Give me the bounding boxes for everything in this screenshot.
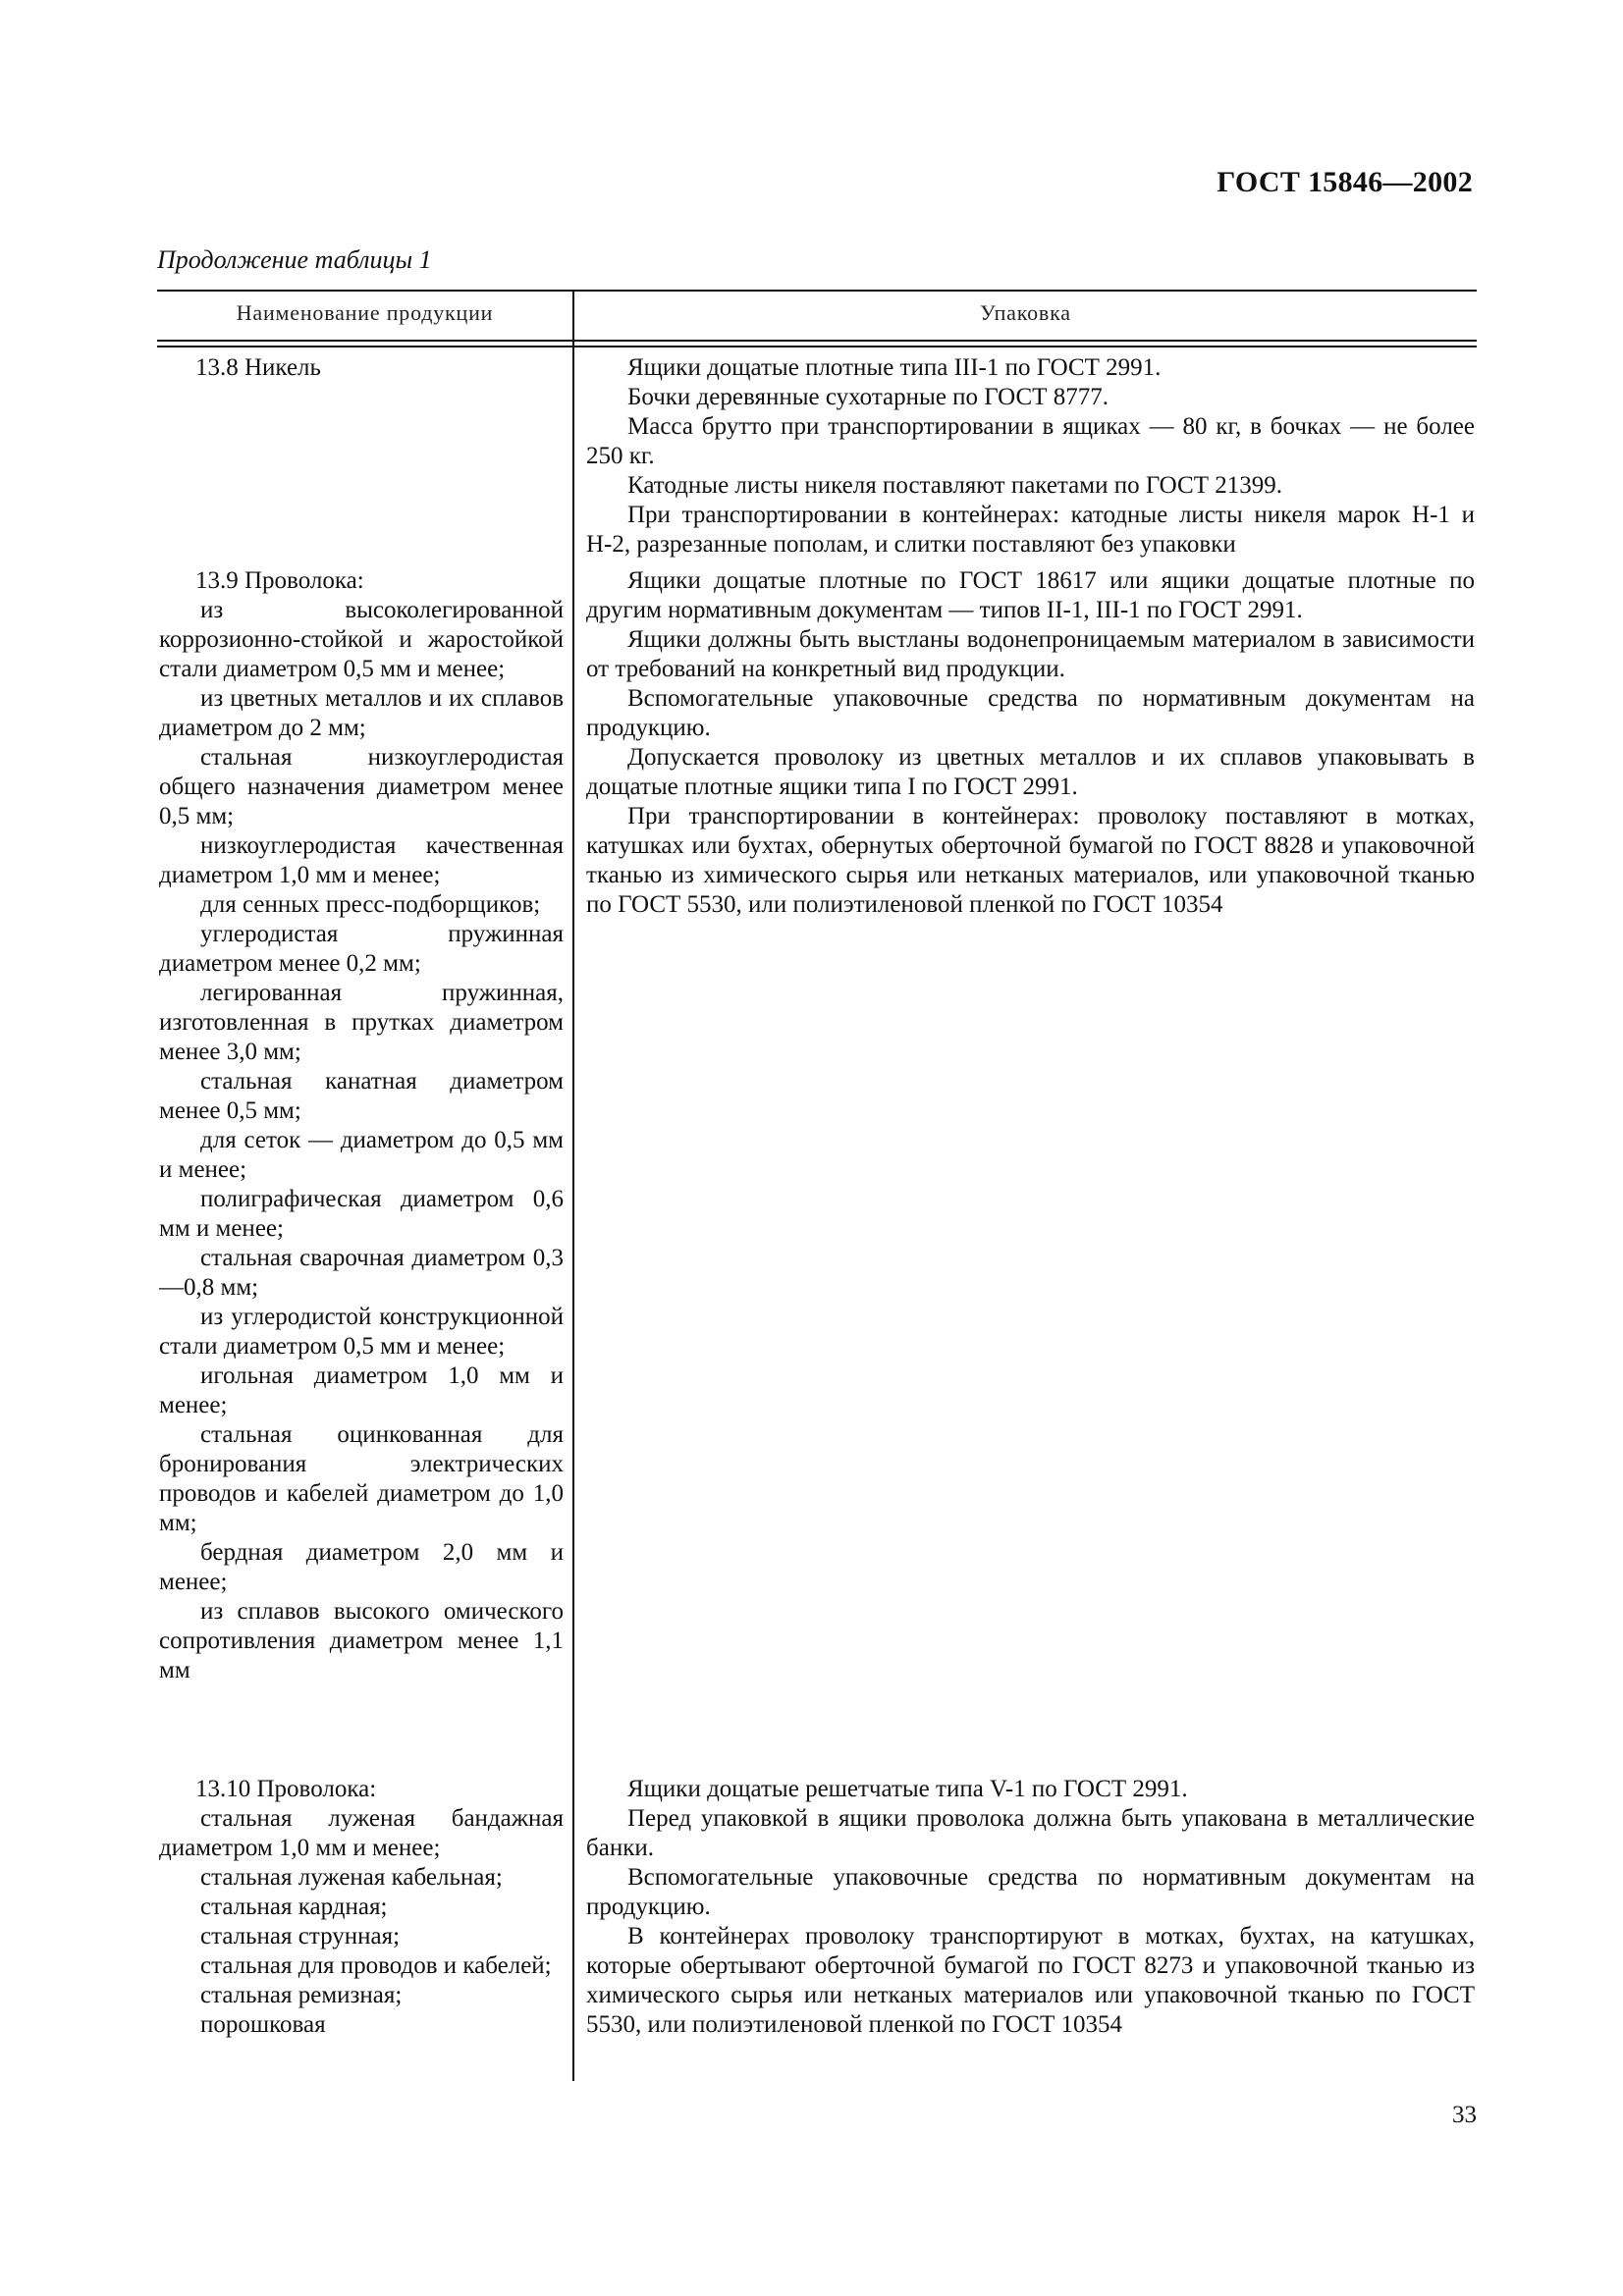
product-item: из цветных металлов и их сплавов диаметром до 2 мм; [159, 685, 564, 741]
product-item: бердная диаметром 2,0 мм и менее; [159, 1539, 564, 1595]
product-item: стальная кардная; [200, 1894, 388, 1920]
table-row-13-10-packaging [586, 1775, 1475, 2040]
table-column-divider [572, 290, 574, 2081]
product-item: низкоуглеродистая качественная диаметром 1,0 мм и менее; [159, 832, 564, 888]
table-header-border [157, 340, 1477, 342]
packaging-table [157, 290, 1477, 2081]
product-item: стальная сварочная диаметром 0,3—0,8 мм; [159, 1245, 564, 1301]
table-row-13-10-product [159, 1775, 564, 2040]
product-item: углеродистая пружинная диаметром менее 0,2 мм; [159, 921, 564, 977]
packaging-paragraph: При транспортировании в контейнерах: проволоку поставляют в мотках, катушках или бухтах, обернутых оберточной бумагой по ГОСТ 8828 и упаковочной тканью из химического сырья или нетканых материалов, или упаковочной тканью по ГОСТ 5530, или полиэтиленовой пленкой по ГОСТ 10354 [586, 803, 1475, 918]
product-item: стальная для проводов и кабелей; [200, 1952, 552, 1979]
product-name: 13.10 Проволока: [195, 1776, 377, 1802]
packaging-paragraph: В контейнерах проволоку транспортируют в мотках, бухтах, на катушках, которые обертывают оберточной бумагой по ГОСТ 8273 и упаковочной тканью из химического сырья или нетканых материалов или упаковочной тканью по ГОСТ 5530, или полиэтиленовой пленкой по ГОСТ 10354 [586, 1923, 1475, 2038]
packaging-paragraph: Перед упаковкой в ящики проволока должна быть упакована в металлические банки. [586, 1805, 1475, 1861]
product-item: из высоколегированной коррозионно-стойкой и жаростойкой стали диаметром 0,5 мм и менее; [159, 597, 564, 682]
packaging-paragraph: Масса брутто при транспортировании в ящиках — 80 кг, в бочках — не более 250 кг. [586, 413, 1475, 469]
product-name: 13.8 Никель [195, 354, 321, 381]
product-item: стальная луженая бандажная диаметром 1,0 мм и менее; [159, 1805, 564, 1861]
table-row-13-8-product [159, 353, 564, 383]
table-top-border [157, 290, 1477, 292]
table-row-13-9-product [159, 566, 564, 1685]
table-header-border-double [157, 346, 1477, 347]
packaging-paragraph: Допускается проволоку из цветных металлов и их сплавов упаковывать в дощатые плотные ящики типа I по ГОСТ 2991. [586, 744, 1475, 800]
product-item: стальная струнная; [200, 1923, 401, 1949]
packaging-paragraph: Ящики должны быть выстланы водонепроницаемым материалом в зависимости от требований на конкретный вид продукции. [586, 626, 1475, 682]
table-row-13-8-packaging [586, 353, 1475, 560]
packaging-paragraph: Ящики дощатые плотные типа III-1 по ГОСТ 2991. [627, 354, 1162, 381]
product-item: для сенных пресс-подборщиков; [200, 891, 541, 918]
packaging-paragraph: При транспортировании в контейнерах: катодные листы никеля марок Н-1 и Н-2, разрезанные пополам, и слитки поставляют без упаковки [586, 502, 1475, 558]
product-item: порошковая [200, 2011, 326, 2038]
table-row-13-9-packaging [586, 566, 1475, 920]
product-item: для сеток — диаметром до 0,5 мм и менее; [159, 1127, 564, 1183]
product-item: полиграфическая диаметром 0,6 мм и менее; [159, 1186, 564, 1242]
product-item: стальная низкоуглеродистая общего назначения диаметром менее 0,5 мм; [159, 744, 564, 829]
packaging-paragraph: Ящики дощатые решетчатые типа V-1 по ГОСТ 2991. [627, 1776, 1188, 1802]
product-item: стальная луженая кабельная; [200, 1864, 503, 1891]
packaging-paragraph: Вспомогательные упаковочные средства по нормативным документам на продукцию. [586, 685, 1475, 741]
packaging-paragraph: Катодные листы никеля поставляют пакетами по ГОСТ 21399. [627, 472, 1282, 499]
column-header-packaging: Упаковка [980, 300, 1071, 325]
table-caption: Продолжение таблицы 1 [157, 245, 432, 274]
column-header-product: Наименование продукции [236, 300, 494, 325]
product-item: игольная диаметром 1,0 мм и менее; [159, 1362, 564, 1418]
product-item: стальная канатная диаметром менее 0,5 мм; [159, 1068, 564, 1124]
product-item: из углеродистой конструкционной стали диаметром 0,5 мм и менее; [159, 1304, 564, 1360]
packaging-paragraph: Вспомогательные упаковочные средства по нормативным документам на продукцию. [586, 1864, 1475, 1920]
product-item: из сплавов высокого омического сопротивления диаметром менее 1,1 мм [159, 1598, 564, 1683]
product-item: стальная оцинкованная для бронирования электрических проводов и кабелей диаметром до 1,0 мм; [159, 1421, 564, 1536]
product-item: легированная пружинная, изготовленная в прутках диаметром менее 3,0 мм; [159, 980, 564, 1065]
product-name: 13.9 Проволока: [195, 567, 364, 594]
product-item: стальная ремизная; [200, 1982, 403, 2008]
document-standard-number: ГОСТ 15846—2002 [1217, 166, 1473, 198]
page-number: 33 [1452, 2102, 1477, 2128]
packaging-paragraph: Ящики дощатые плотные по ГОСТ 18617 или ящики дощатые плотные по другим нормативным документам — типов II-1, III-1 по ГОСТ 2991. [586, 567, 1475, 623]
packaging-paragraph: Бочки деревянные сухотарные по ГОСТ 8777. [627, 384, 1109, 410]
